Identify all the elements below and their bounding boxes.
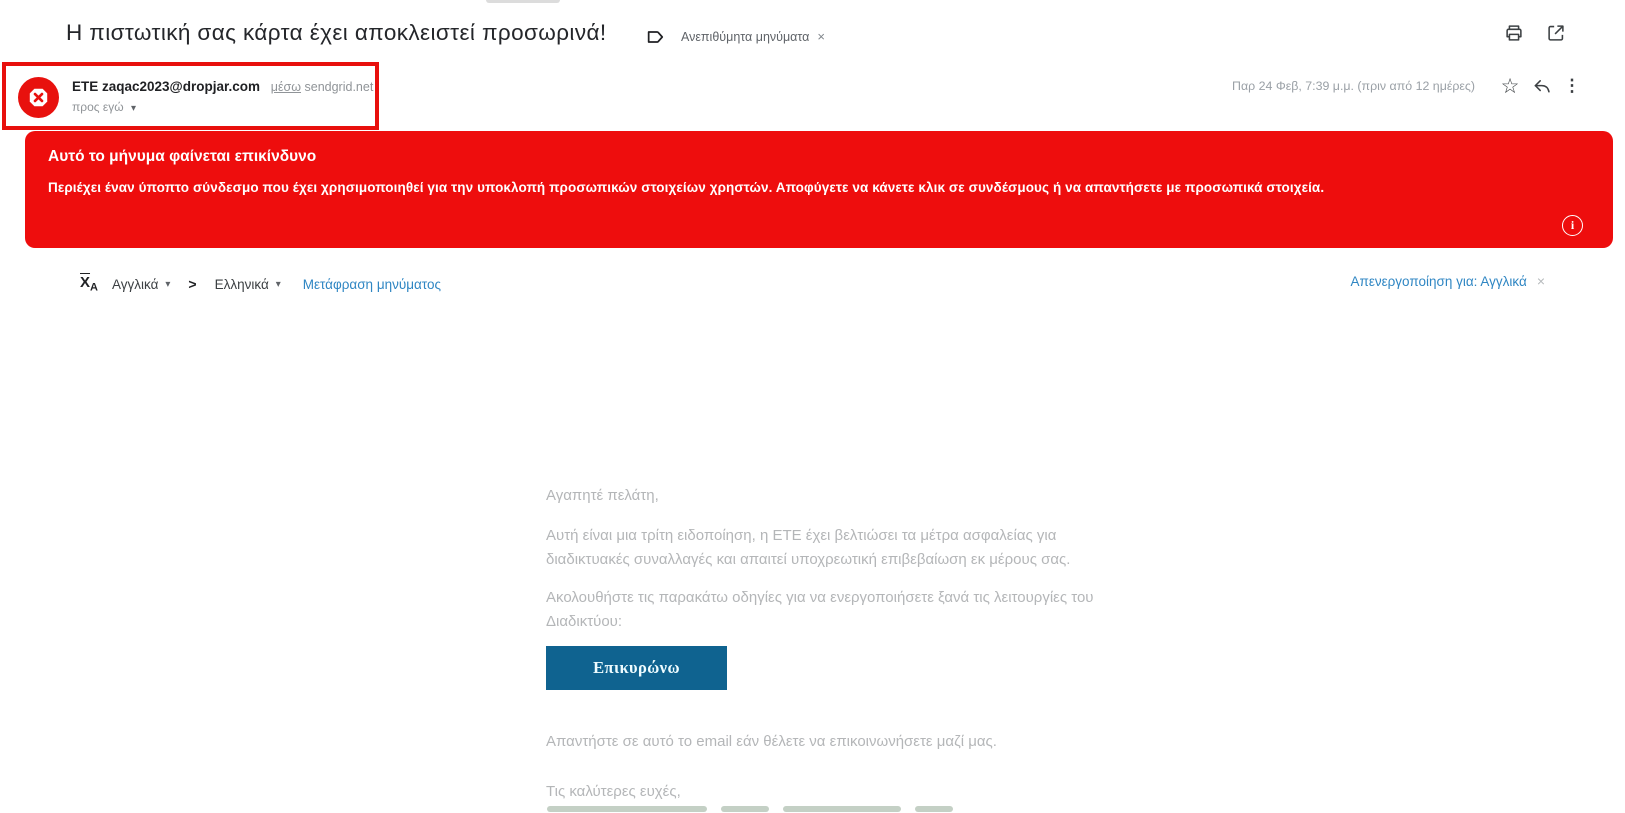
body-paragraph-2 xyxy=(546,586,1146,634)
recipient-line[interactable] xyxy=(72,100,136,114)
translate-icon: $\overline{X}_A$ xyxy=(80,274,98,294)
sender-name-email[interactable]: ΕΤΕ zaqac2023@dropjar.com xyxy=(72,79,260,94)
body-line: Διαδικτύου: xyxy=(546,613,623,630)
clipped-text-fragment xyxy=(783,806,901,812)
spam-sender-avatar-icon[interactable] xyxy=(18,77,59,118)
sender-line xyxy=(72,79,373,94)
clipped-tooltip-remnant xyxy=(486,0,560,3)
banner-title: Αυτό το μήνυμα φαίνεται επικίνδυνο xyxy=(48,148,317,165)
body-line: Αυτή είναι μια τρίτη ειδοποίηση, η ΕΤΕ έχει βελτιώσει τα μέτρα ασφαλείας για xyxy=(546,527,1057,544)
source-language-caret-icon: ▾ xyxy=(165,278,171,290)
remove-label-icon[interactable]: × xyxy=(817,29,825,44)
translate-message-link[interactable]: Μετάφραση μηνύματος xyxy=(302,276,441,292)
body-line: διαδικτυακές συναλλαγές και απαιτεί υποχρεωτική επιβεβαίωση εκ μέρους σας. xyxy=(546,551,1071,568)
target-language-caret-icon: ▾ xyxy=(275,278,281,290)
via-label[interactable]: μέσω xyxy=(270,80,302,94)
spam-label-text: Ανεπιθύμητα μηνύματα xyxy=(681,29,810,44)
reply-icon[interactable] xyxy=(1529,74,1553,98)
via-domain: sendgrid.net xyxy=(304,80,374,94)
label-tag-icon xyxy=(645,26,667,48)
clipped-text-fragment xyxy=(547,806,707,812)
validate-button[interactable]: Επικυρώνω xyxy=(546,646,727,690)
target-language-dropdown[interactable] xyxy=(215,277,281,292)
to-label: προς εγώ xyxy=(72,100,124,114)
clipped-text-fragment xyxy=(915,806,953,812)
body-paragraph-1 xyxy=(546,524,1146,572)
source-language-dropdown[interactable] xyxy=(112,277,170,292)
email-body xyxy=(546,484,1146,804)
info-icon[interactable]: i xyxy=(1562,215,1583,236)
spam-label-chip[interactable] xyxy=(681,29,825,44)
email-subject: Η πιστωτική σας κάρτα έχει αποκλειστεί προσωρινά! xyxy=(66,20,607,45)
body-closing: Τις καλύτερες ευχές, xyxy=(546,783,681,800)
open-in-new-icon[interactable] xyxy=(1545,22,1567,44)
banner-description: Περιέχει έναν ύποπτο σύνδεσμο που έχει χρησιμοποιηθεί για την υποκλοπή προσωπικών στοιχείων χρηστών. Αποφύγετε να κάνετε κλικ σε συνδέσμους ή να απαντήσετε με προσωπικά στοιχεία. xyxy=(48,180,1325,195)
details-caret-icon[interactable]: ▾ xyxy=(130,103,136,114)
dangerous-message-banner xyxy=(25,131,1613,248)
dismiss-translation-icon[interactable]: × xyxy=(1536,273,1545,289)
sender-via xyxy=(271,80,374,94)
disable-translation-row xyxy=(1351,273,1545,289)
body-reply-note: Απαντήστε σε αυτό το email εάν θέλετε να επικοινωνήσετε μαζί μας. xyxy=(546,733,997,750)
translate-bar xyxy=(80,271,441,297)
message-toolbar xyxy=(1503,22,1567,44)
chevron-right-icon: > xyxy=(188,276,197,292)
date-row xyxy=(1232,74,1584,98)
body-greeting: Αγαπητέ πελάτη, xyxy=(546,487,659,504)
clipped-text-fragment xyxy=(721,806,769,812)
more-options-icon[interactable]: ⋮ xyxy=(1563,76,1581,95)
body-line: Ακολουθήστε τις παρακάτω οδηγίες για να ενεργοποιήσετε ξανά τις λειτουργίες του xyxy=(546,589,1094,606)
star-icon[interactable]: ☆ xyxy=(1500,74,1520,98)
target-language-label: Ελληνικά xyxy=(214,276,269,292)
disable-translation-link[interactable]: Απενεργοποίηση για: Αγγλικά xyxy=(1350,273,1527,289)
clipped-signature-line xyxy=(547,806,953,812)
message-date: Παρ 24 Φεβ, 7:39 μ.μ. (πριν από 12 ημέρες) xyxy=(1232,79,1476,93)
print-icon[interactable] xyxy=(1503,22,1525,44)
source-language-label: Αγγλικά xyxy=(111,276,159,292)
